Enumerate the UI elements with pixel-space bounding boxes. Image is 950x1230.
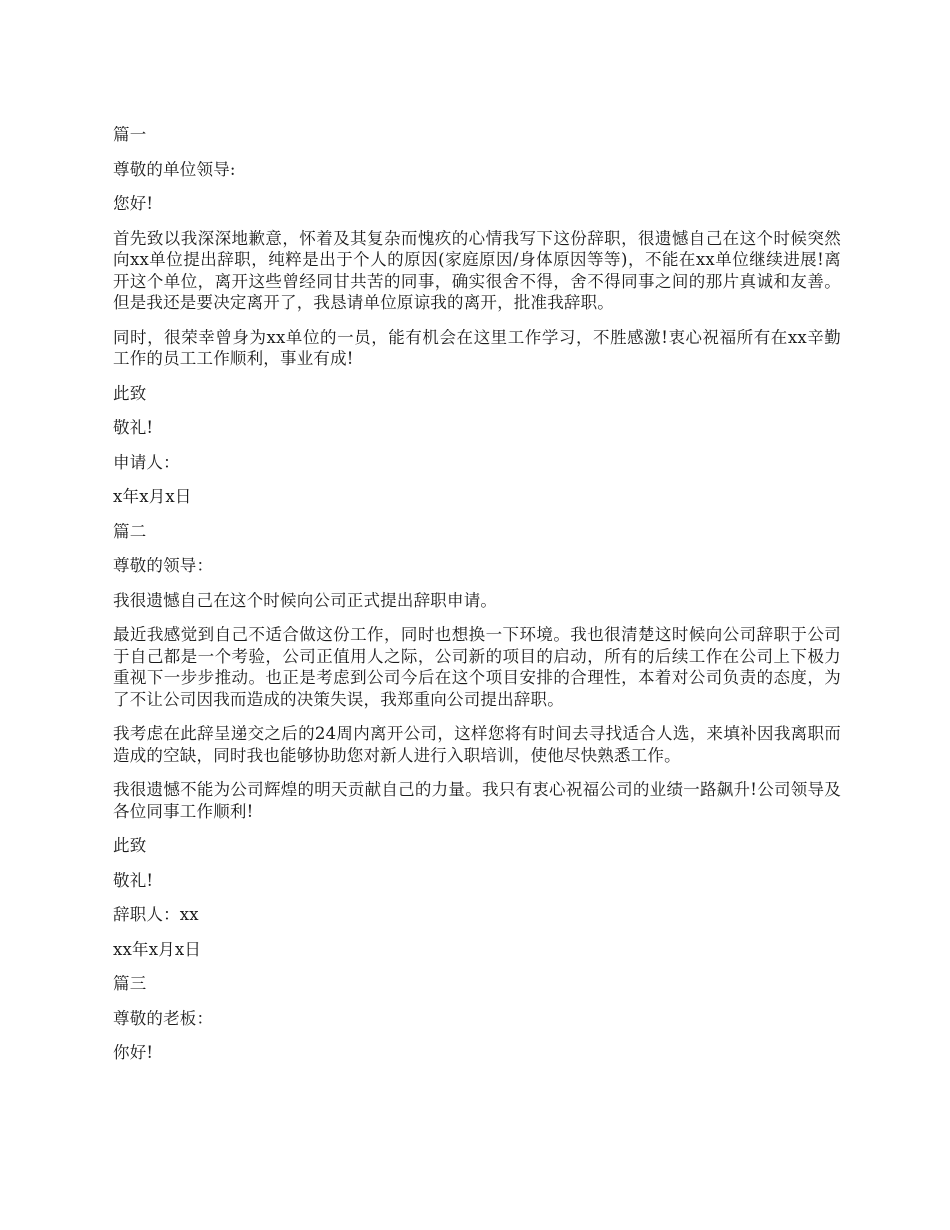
salutation: 尊敬的单位领导: [113, 159, 236, 179]
greeting: 您好! [113, 194, 154, 213]
body-paragraph: 最近我感觉到自己不适合做这份工作，同时也想换一下环境。我也很清楚这时候向公司辞职于公司于自己都是一个考验，公司正值用人之际，公司新的项目的启动，所有的后续工作在公司上下极力重视下一步步推动。也正是考虑到公司今后在这个项目安排的合理性，本着对公司负责的态度，为了不让公司因我而造成的决策失误，我郑重向公司提出辞职。 [113, 625, 841, 709]
body-paragraph: 我很遗憾不能为公司辉煌的明天贡献自己的力量。我只有衷心祝福公司的业绩一路飙升!公司领导及各位同事工作顺利! [113, 780, 841, 821]
body-paragraph: 首先致以我深深地歉意，怀着及其复杂而愧疚的心情我写下这份辞职，很遗憾自己在这个时候突然向xx单位提出辞职，纯粹是出于个人的原因(家庭原因/身体原因等等)，不能在xx单位继续进展!离开这个单位，离开这些曾经同甘共苦的同事，确实很舍不得，舍不得同事之间的那片真诚和友善。 但是我还是要决定离开了，我恳请单位原谅我的离开，批准我辞职。 [113, 228, 847, 312]
signature-line: 辞职人：xx [113, 905, 199, 924]
date-line: x年x月x日 [113, 487, 192, 506]
closing-line: 此致 [113, 383, 147, 403]
signature-line: 申请人： [113, 452, 180, 472]
closing-salute: 敬礼! [113, 870, 154, 890]
date-line: xx年x月x日 [113, 939, 202, 959]
body-paragraph: 同时，很荣幸曾身为xx单位的一员，能有机会在这里工作学习，不胜感激!衷心祝福所有在xx辛勤工作的员工工作顺利，事业有成! [113, 327, 841, 368]
body-paragraph: 我考虑在此辞呈递交之后的24周内离开公司，这样您将有时间去寻找适合人选，来填补因我离职而造成的空缺，同时我也能够协助您对新人进行入职培训，使他尽快熟悉工作。 [113, 724, 841, 765]
body-paragraph: 我很遗憾自己在这个时候向公司正式提出辞职申请。 [113, 590, 498, 610]
section-heading: 篇三 [113, 974, 147, 993]
salutation: 尊敬的领导： [113, 556, 214, 575]
section-heading: 篇一 [113, 125, 147, 144]
salutation: 尊敬的老板： [113, 1008, 214, 1028]
closing-salute: 敬礼! [113, 418, 154, 437]
closing-line: 此致 [113, 836, 147, 855]
section-heading: 篇二 [113, 521, 147, 541]
document-body [113, 124, 847, 1077]
greeting: 你好! [113, 1043, 154, 1062]
